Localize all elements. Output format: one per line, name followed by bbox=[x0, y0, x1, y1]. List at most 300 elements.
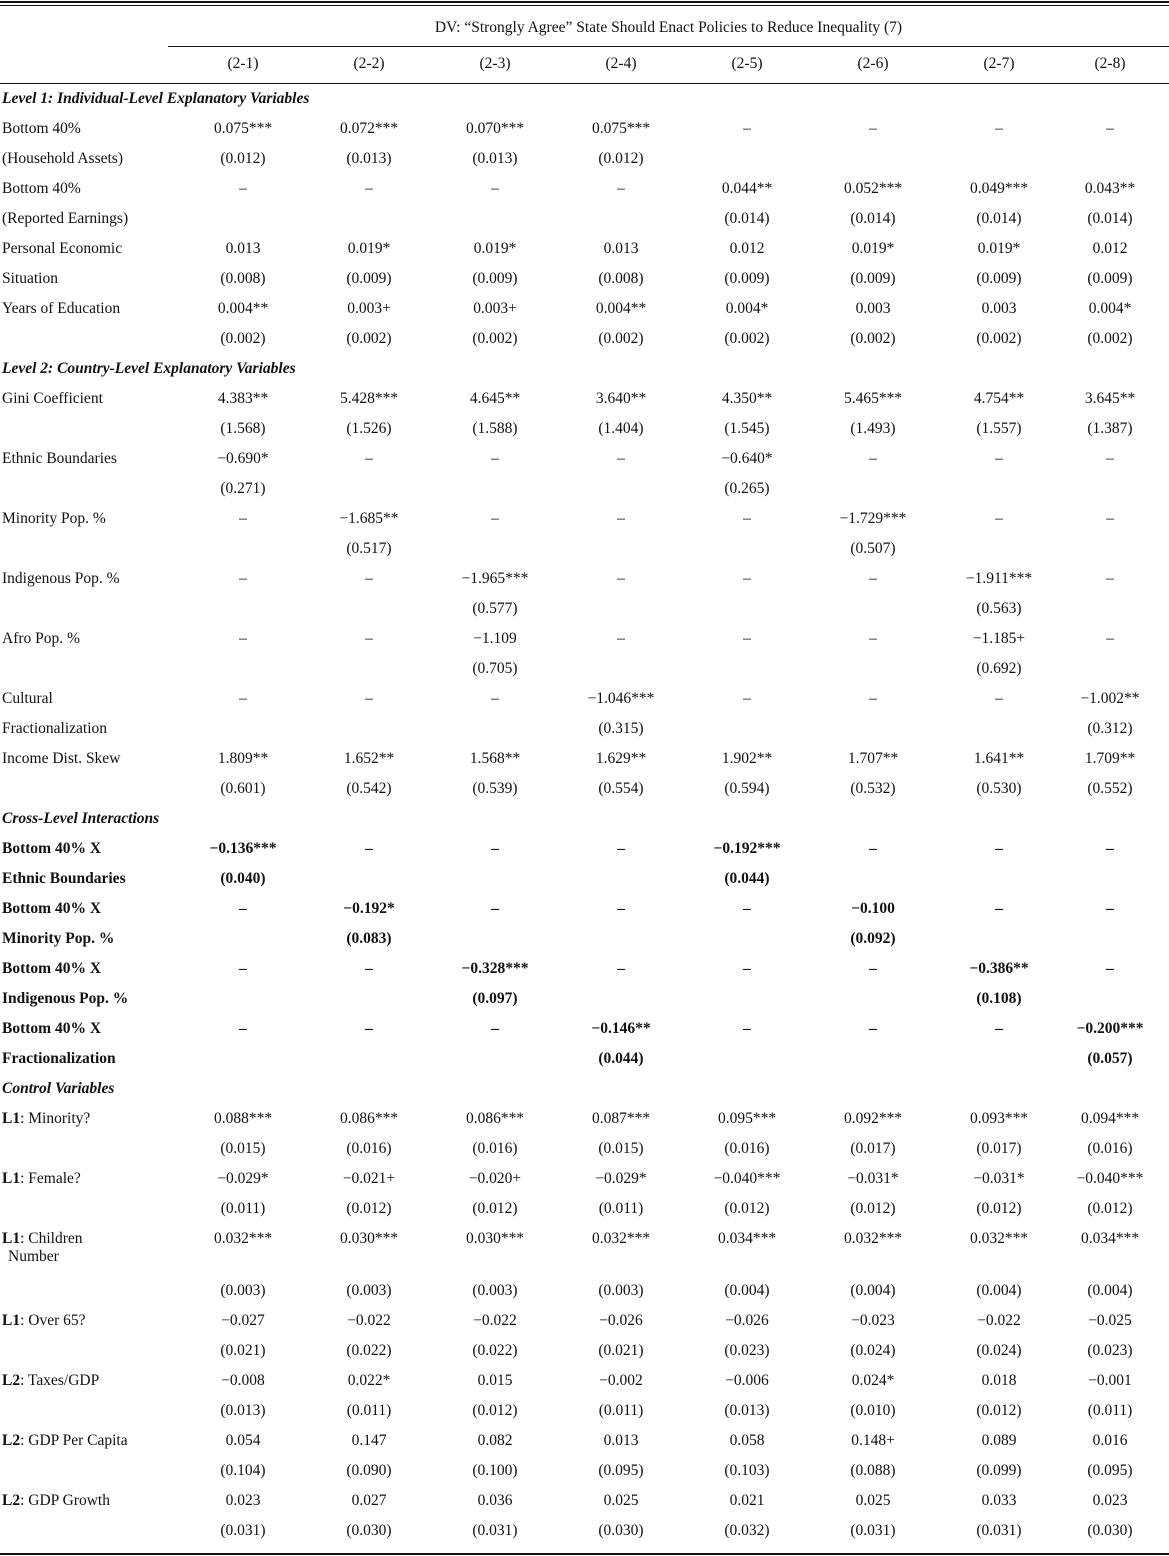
table-row bbox=[0, 330, 1169, 356]
table-cell: – bbox=[239, 510, 247, 527]
table-cell: 0.093*** bbox=[969, 1110, 1029, 1127]
table-cell: – bbox=[617, 450, 625, 467]
row-label-text: Level 2: Country-Level Explanatory Variables bbox=[2, 360, 296, 377]
table-cell: 1.568** bbox=[469, 750, 521, 767]
column-header: (2-8) bbox=[1094, 55, 1126, 72]
table-row bbox=[0, 120, 1169, 146]
table-row bbox=[0, 180, 1169, 206]
row-label-text: Minority Pop. % bbox=[2, 510, 106, 527]
row-label-text: Afro Pop. % bbox=[2, 630, 80, 647]
row-label-text: (Household Assets) bbox=[2, 150, 123, 167]
table-cell: −0.200*** bbox=[1076, 1020, 1144, 1037]
table-cell: 3.645** bbox=[1084, 390, 1136, 407]
table-cell: – bbox=[743, 1020, 751, 1037]
table-cell: −0.020+ bbox=[468, 1170, 522, 1187]
table-cell: (0.014) bbox=[976, 210, 1022, 227]
table-cell: (0.315) bbox=[598, 720, 644, 737]
table-cell: 0.070*** bbox=[465, 120, 525, 137]
table-cell: −1.046*** bbox=[587, 690, 655, 707]
table-cell: – bbox=[365, 570, 373, 587]
row-label bbox=[2, 1372, 99, 1390]
table-row bbox=[0, 270, 1169, 296]
table-cell: (0.057) bbox=[1087, 1050, 1133, 1067]
table-cell: – bbox=[743, 630, 751, 647]
table-cell: 0.003+ bbox=[473, 300, 517, 317]
table-cell: −0.021+ bbox=[342, 1170, 396, 1187]
row-label bbox=[2, 180, 81, 198]
table-cell: (0.004) bbox=[724, 1282, 770, 1299]
row-label bbox=[2, 270, 58, 288]
table-cell: 0.054 bbox=[225, 1432, 261, 1449]
table-row bbox=[0, 660, 1169, 686]
table-cell: −0.026 bbox=[725, 1312, 769, 1329]
table-cell: (0.003) bbox=[472, 1282, 518, 1299]
table-cell: (0.002) bbox=[472, 330, 518, 347]
table-cell: (0.083) bbox=[346, 930, 392, 947]
table-cell: (0.517) bbox=[346, 540, 392, 557]
table-cell: (0.002) bbox=[598, 330, 644, 347]
table-cell: −0.029* bbox=[595, 1170, 647, 1187]
table-cell: (0.012) bbox=[1087, 1200, 1133, 1217]
table-cell: – bbox=[239, 900, 247, 917]
table-cell: – bbox=[491, 180, 499, 197]
row-label bbox=[2, 360, 296, 378]
table-row bbox=[0, 1492, 1169, 1518]
table-cell: 0.082 bbox=[477, 1432, 513, 1449]
section-header bbox=[0, 360, 1169, 386]
table-cell: (0.022) bbox=[346, 1342, 392, 1359]
table-row bbox=[0, 240, 1169, 266]
row-label-text: Level 1: Individual-Level Explanatory Variables bbox=[2, 90, 310, 107]
column-header: (2-5) bbox=[731, 55, 763, 72]
table-cell: – bbox=[239, 630, 247, 647]
table-cell: (0.095) bbox=[598, 1462, 644, 1479]
table-row bbox=[0, 1432, 1169, 1458]
table-row bbox=[0, 480, 1169, 506]
table-cell: 0.094*** bbox=[1080, 1110, 1140, 1127]
table-row bbox=[0, 1140, 1169, 1166]
table-cell: (0.705) bbox=[472, 660, 518, 677]
table-cell: 1.809** bbox=[217, 750, 269, 767]
table-cell: 1.902** bbox=[721, 750, 773, 767]
table-cell: 0.021 bbox=[729, 1492, 765, 1509]
table-row bbox=[0, 1312, 1169, 1338]
table-cell: – bbox=[617, 510, 625, 527]
row-label bbox=[2, 1170, 81, 1188]
table-cell: (0.009) bbox=[976, 270, 1022, 287]
row-label bbox=[2, 390, 103, 408]
table-cell: 0.095*** bbox=[717, 1110, 777, 1127]
table-cell: (1.588) bbox=[472, 420, 518, 437]
row-label bbox=[2, 990, 128, 1008]
level-prefix: L1 bbox=[2, 1230, 21, 1247]
table-cell: −0.146** bbox=[591, 1020, 651, 1037]
table-cell: 0.023 bbox=[1092, 1492, 1128, 1509]
table-cell: 0.032*** bbox=[843, 1230, 903, 1247]
table-cell: (0.021) bbox=[220, 1342, 266, 1359]
table-cell: 4.383** bbox=[217, 390, 269, 407]
table-cell: 0.013 bbox=[603, 1432, 639, 1449]
table-cell: – bbox=[491, 510, 499, 527]
table-cell: – bbox=[617, 840, 625, 857]
row-label-text: : Children bbox=[20, 1230, 83, 1247]
table-cell: (0.004) bbox=[850, 1282, 896, 1299]
table-cell: – bbox=[1106, 570, 1114, 587]
table-cell: 0.016 bbox=[1092, 1432, 1128, 1449]
table-cell: 0.019* bbox=[347, 240, 391, 257]
row-label-text: Cross-Level Interactions bbox=[2, 810, 160, 827]
table-cell: 1.652** bbox=[343, 750, 395, 767]
column-header: (2-2) bbox=[353, 55, 385, 72]
table-cell: 0.004** bbox=[595, 300, 647, 317]
table-row bbox=[0, 1170, 1169, 1196]
table-cell: – bbox=[239, 570, 247, 587]
row-label-text: Income Dist. Skew bbox=[2, 750, 121, 767]
row-label-text: : GDP Growth bbox=[20, 1492, 110, 1509]
table-row bbox=[0, 300, 1169, 326]
table-cell: (1.526) bbox=[346, 420, 392, 437]
table-cell: – bbox=[869, 960, 877, 977]
table-cell: (0.016) bbox=[472, 1140, 518, 1157]
table-cell: (0.002) bbox=[1087, 330, 1133, 347]
row-label-text: Bottom 40% X bbox=[2, 960, 102, 977]
top-rule bbox=[0, 1, 1169, 3]
table-row bbox=[0, 540, 1169, 566]
table-cell: 0.015 bbox=[477, 1372, 513, 1389]
table-cell: (0.021) bbox=[598, 1342, 644, 1359]
table-cell: (0.009) bbox=[472, 270, 518, 287]
table-cell: (0.563) bbox=[976, 600, 1022, 617]
table-cell: – bbox=[869, 630, 877, 647]
table-cell: 1.641** bbox=[973, 750, 1025, 767]
table-cell: – bbox=[365, 450, 373, 467]
table-cell: 0.032*** bbox=[591, 1230, 651, 1247]
table-cell: (0.014) bbox=[850, 210, 896, 227]
table-row bbox=[0, 1522, 1169, 1548]
table-cell: 0.019* bbox=[851, 240, 895, 257]
row-label-text: : Minority? bbox=[20, 1110, 91, 1127]
table-cell: (0.011) bbox=[598, 1200, 644, 1217]
table-cell: (0.103) bbox=[724, 1462, 770, 1479]
table-cell: 1.709** bbox=[1084, 750, 1136, 767]
row-label bbox=[2, 450, 117, 468]
table-cell: (0.554) bbox=[598, 780, 644, 797]
level-prefix: L1 bbox=[2, 1110, 21, 1127]
table-cell: 0.147 bbox=[351, 1432, 387, 1449]
row-label-text: Gini Coefficient bbox=[2, 390, 103, 407]
table-cell: (0.002) bbox=[220, 330, 266, 347]
table-cell: (0.002) bbox=[850, 330, 896, 347]
table-row bbox=[0, 210, 1169, 236]
level-prefix: L1 bbox=[2, 1170, 21, 1187]
table-cell: −0.386** bbox=[969, 960, 1029, 977]
table-cell: (0.012) bbox=[850, 1200, 896, 1217]
table-cell: – bbox=[869, 690, 877, 707]
table-cell: – bbox=[995, 120, 1003, 137]
table-row bbox=[0, 1020, 1169, 1046]
column-header: (2-6) bbox=[857, 55, 889, 72]
table-cell: – bbox=[869, 120, 877, 137]
table-cell: (0.594) bbox=[724, 780, 770, 797]
table-cell: – bbox=[869, 570, 877, 587]
table-cell: – bbox=[1106, 900, 1114, 917]
table-row bbox=[0, 1372, 1169, 1398]
table-cell: (0.031) bbox=[976, 1522, 1022, 1539]
table-row bbox=[0, 960, 1169, 986]
table-cell: – bbox=[1106, 120, 1114, 137]
table-row bbox=[0, 570, 1169, 596]
row-label bbox=[2, 240, 122, 258]
table-cell: (0.032) bbox=[724, 1522, 770, 1539]
table-cell: 0.044** bbox=[721, 180, 773, 197]
table-cell: (0.015) bbox=[220, 1140, 266, 1157]
row-label bbox=[2, 510, 106, 528]
table-cell: (0.011) bbox=[598, 1402, 644, 1419]
table-cell: – bbox=[869, 450, 877, 467]
table-row bbox=[0, 390, 1169, 416]
table-row bbox=[0, 600, 1169, 626]
row-label bbox=[2, 630, 80, 648]
table-cell: −0.192* bbox=[343, 900, 395, 917]
table-cell: (0.016) bbox=[724, 1140, 770, 1157]
table-cell: −0.022 bbox=[347, 1312, 391, 1329]
table-row bbox=[0, 1342, 1169, 1368]
table-cell: – bbox=[743, 690, 751, 707]
table-cell: −1.002** bbox=[1080, 690, 1140, 707]
row-label bbox=[2, 1080, 114, 1098]
table-cell: −1.685** bbox=[339, 510, 399, 527]
table-cell: (0.015) bbox=[598, 1140, 644, 1157]
table-cell: (0.002) bbox=[724, 330, 770, 347]
table-cell: – bbox=[1106, 450, 1114, 467]
table-cell: −0.022 bbox=[977, 1312, 1021, 1329]
row-label-text: Bottom 40% bbox=[2, 180, 81, 197]
table-cell: – bbox=[995, 1020, 1003, 1037]
table-cell: (0.577) bbox=[472, 600, 518, 617]
table-cell: (0.016) bbox=[1087, 1140, 1133, 1157]
table-cell: – bbox=[239, 180, 247, 197]
bottom-rule bbox=[0, 1553, 1169, 1555]
table-cell: −0.640* bbox=[721, 450, 773, 467]
table-cell: −0.026 bbox=[599, 1312, 643, 1329]
row-label-text: Fractionalization bbox=[2, 1050, 116, 1067]
row-label-text: : Over 65? bbox=[20, 1312, 86, 1329]
table-cell: (0.090) bbox=[346, 1462, 392, 1479]
table-cell: (1.568) bbox=[220, 420, 266, 437]
table-cell: (0.031) bbox=[472, 1522, 518, 1539]
table-cell: 0.004* bbox=[1088, 300, 1132, 317]
table-cell: 0.022* bbox=[347, 1372, 391, 1389]
row-label bbox=[2, 90, 309, 108]
table-cell: (0.030) bbox=[598, 1522, 644, 1539]
table-cell: – bbox=[743, 120, 751, 137]
table-cell: −1.109 bbox=[473, 630, 517, 647]
row-label-text: Ethnic Boundaries bbox=[2, 450, 117, 467]
table-cell: (0.031) bbox=[220, 1522, 266, 1539]
table-cell: (0.022) bbox=[472, 1342, 518, 1359]
table-cell: – bbox=[617, 180, 625, 197]
table-cell: −0.031* bbox=[847, 1170, 899, 1187]
row-label bbox=[2, 120, 81, 138]
table-cell: – bbox=[1106, 960, 1114, 977]
row-label-text: Bottom 40% X bbox=[2, 900, 102, 917]
table-cell: (0.009) bbox=[346, 270, 392, 287]
table-cell: (0.601) bbox=[220, 780, 266, 797]
table-cell: −0.025 bbox=[1088, 1312, 1132, 1329]
table-row bbox=[0, 750, 1169, 776]
table-cell: – bbox=[995, 900, 1003, 917]
column-header: (2-1) bbox=[227, 55, 259, 72]
table-cell: (0.095) bbox=[1087, 1462, 1133, 1479]
table-cell: (0.539) bbox=[472, 780, 518, 797]
table-cell: (0.271) bbox=[220, 480, 266, 497]
row-label bbox=[2, 1312, 86, 1330]
table-cell: (0.092) bbox=[850, 930, 896, 947]
table-cell: −0.008 bbox=[221, 1372, 265, 1389]
header-rule bbox=[0, 83, 1169, 84]
table-cell: (1.387) bbox=[1087, 420, 1133, 437]
table-cell: (0.014) bbox=[724, 210, 770, 227]
row-label-text: : GDP Per Capita bbox=[20, 1432, 128, 1449]
table-cell: 1.707** bbox=[847, 750, 899, 767]
table-row bbox=[0, 1230, 1169, 1265]
row-label bbox=[2, 1020, 101, 1038]
row-label bbox=[2, 1230, 83, 1266]
row-label bbox=[2, 810, 159, 828]
table-row bbox=[0, 780, 1169, 806]
row-label-text: Minority Pop. % bbox=[2, 930, 115, 947]
table-cell: – bbox=[491, 900, 499, 917]
row-label bbox=[2, 1432, 128, 1450]
table-cell: 0.075*** bbox=[591, 120, 651, 137]
row-label bbox=[2, 690, 53, 708]
table-cell: – bbox=[365, 960, 373, 977]
row-label bbox=[2, 750, 120, 768]
table-cell: (0.003) bbox=[346, 1282, 392, 1299]
table-cell: (0.008) bbox=[220, 270, 266, 287]
row-label-text: Fractionalization bbox=[2, 720, 108, 737]
row-label-text: Bottom 40% X bbox=[2, 1020, 102, 1037]
table-cell: (0.009) bbox=[724, 270, 770, 287]
table-cell: −0.040*** bbox=[1076, 1170, 1144, 1187]
table-cell: 0.086*** bbox=[465, 1110, 525, 1127]
table-cell: (0.530) bbox=[976, 780, 1022, 797]
table-cell: 0.032*** bbox=[969, 1230, 1029, 1247]
row-label bbox=[2, 720, 107, 738]
table-cell: −0.022 bbox=[473, 1312, 517, 1329]
table-cell: (0.011) bbox=[220, 1200, 266, 1217]
row-label-text: : Female? bbox=[20, 1170, 81, 1187]
table-cell: 0.023 bbox=[225, 1492, 261, 1509]
row-label bbox=[2, 300, 120, 318]
table-row bbox=[0, 1402, 1169, 1428]
table-cell: (0.013) bbox=[724, 1402, 770, 1419]
row-label-text: Years of Education bbox=[2, 300, 121, 317]
table-cell: 0.013 bbox=[225, 240, 261, 257]
table-cell: (0.542) bbox=[346, 780, 392, 797]
table-cell: (0.024) bbox=[976, 1342, 1022, 1359]
table-cell: 0.025 bbox=[603, 1492, 639, 1509]
table-cell: 0.003 bbox=[981, 300, 1017, 317]
table-cell: −0.690* bbox=[217, 450, 269, 467]
row-label-text: Bottom 40% bbox=[2, 120, 81, 137]
table-cell: 1.629** bbox=[595, 750, 647, 767]
table-cell: 0.019* bbox=[473, 240, 517, 257]
table-cell: (0.014) bbox=[1087, 210, 1133, 227]
row-label-text: : Taxes/GDP bbox=[20, 1372, 100, 1389]
column-header: (2-7) bbox=[983, 55, 1015, 72]
table-cell: 0.003+ bbox=[347, 300, 391, 317]
table-cell: (0.004) bbox=[1087, 1282, 1133, 1299]
table-cell: (0.008) bbox=[598, 270, 644, 287]
table-cell: – bbox=[617, 900, 625, 917]
table-cell: (0.017) bbox=[850, 1140, 896, 1157]
table-cell: (1.557) bbox=[976, 420, 1022, 437]
row-label bbox=[2, 150, 123, 168]
table-cell: (0.692) bbox=[976, 660, 1022, 677]
table-cell: −0.100 bbox=[851, 900, 895, 917]
table-cell: (0.013) bbox=[472, 150, 518, 167]
level-prefix: L2 bbox=[2, 1492, 21, 1509]
table-cell: – bbox=[365, 630, 373, 647]
row-label bbox=[2, 1050, 116, 1068]
table-cell: (0.012) bbox=[472, 1402, 518, 1419]
table-cell: (0.532) bbox=[850, 780, 896, 797]
table-cell: – bbox=[995, 690, 1003, 707]
table-cell: 0.024* bbox=[851, 1372, 895, 1389]
table-cell: −1.185+ bbox=[972, 630, 1026, 647]
table-cell: −1.911*** bbox=[965, 570, 1033, 587]
table-cell: 0.043** bbox=[1084, 180, 1136, 197]
table-cell: – bbox=[1106, 510, 1114, 527]
table-row bbox=[0, 630, 1169, 656]
row-label bbox=[2, 900, 101, 918]
table-cell: (0.002) bbox=[976, 330, 1022, 347]
table-cell: (0.012) bbox=[598, 150, 644, 167]
table-cell: (0.040) bbox=[220, 870, 266, 887]
table-row bbox=[0, 990, 1169, 1016]
table-cell: −0.023 bbox=[851, 1312, 895, 1329]
column-header: (2-4) bbox=[605, 55, 637, 72]
table-cell: (0.012) bbox=[220, 150, 266, 167]
table-row bbox=[0, 1282, 1169, 1308]
table-cell: – bbox=[491, 1020, 499, 1037]
table-cell: – bbox=[995, 450, 1003, 467]
table-cell: 0.072*** bbox=[339, 120, 399, 137]
table-cell: −1.965*** bbox=[461, 570, 529, 587]
table-row bbox=[0, 870, 1169, 896]
table-cell: – bbox=[239, 960, 247, 977]
table-row bbox=[0, 720, 1169, 746]
row-label-text: (Reported Earnings) bbox=[2, 210, 129, 227]
table-cell: 0.089 bbox=[981, 1432, 1017, 1449]
table-row bbox=[0, 930, 1169, 956]
table-cell: – bbox=[365, 180, 373, 197]
table-cell: −0.006 bbox=[725, 1372, 769, 1389]
table-cell: 0.092*** bbox=[843, 1110, 903, 1127]
table-cell: (0.044) bbox=[724, 870, 770, 887]
table-row bbox=[0, 840, 1169, 866]
table-cell: (0.099) bbox=[976, 1462, 1022, 1479]
table-cell: (0.009) bbox=[1087, 270, 1133, 287]
row-label-continuation: Number bbox=[8, 1248, 59, 1265]
table-row bbox=[0, 510, 1169, 536]
table-cell: 0.049*** bbox=[969, 180, 1029, 197]
table-cell: – bbox=[617, 630, 625, 647]
table-cell: (0.011) bbox=[1087, 1402, 1133, 1419]
row-label-text: Control Variables bbox=[2, 1080, 115, 1097]
row-label bbox=[2, 570, 120, 588]
